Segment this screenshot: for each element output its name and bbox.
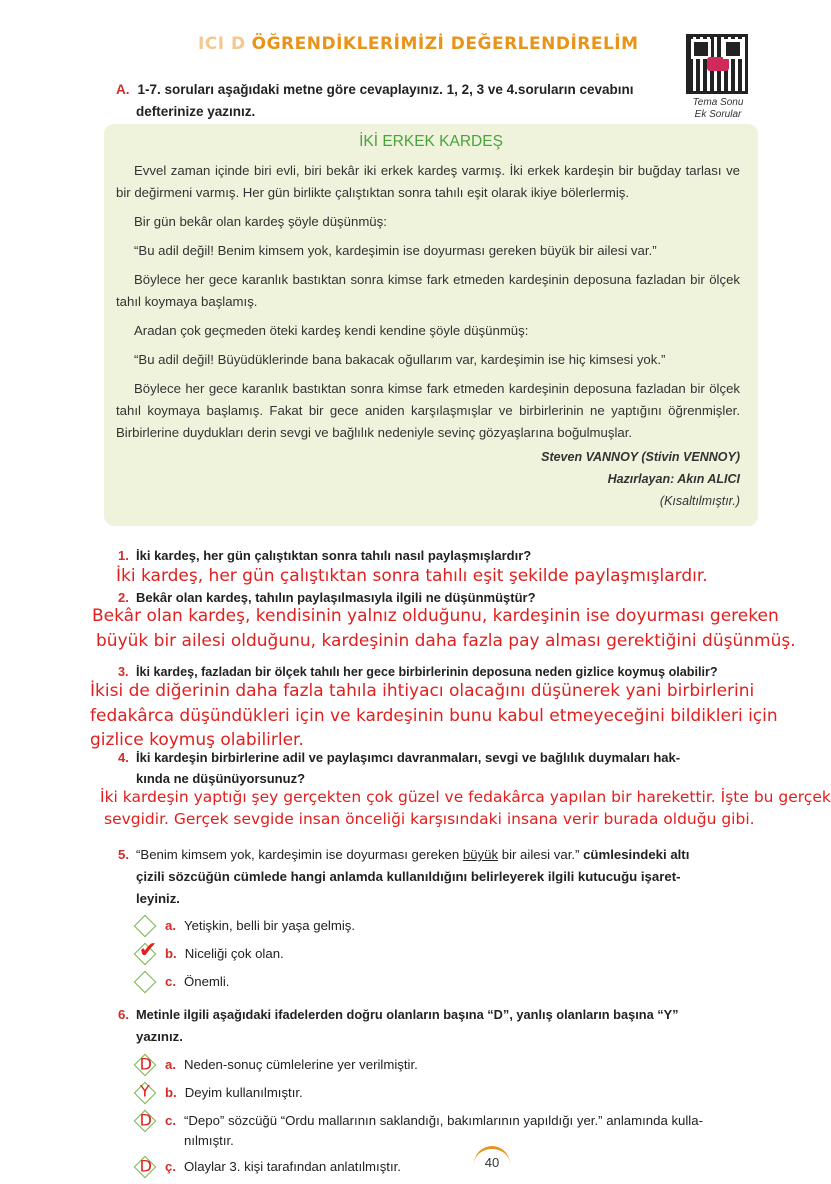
handwritten-mark: D <box>139 1156 152 1176</box>
option-text: Olaylar 3. kişi tarafından anlatılmıştır. <box>184 1159 401 1174</box>
answer-box-diamond-icon[interactable] <box>134 1054 157 1077</box>
question-5 <box>118 844 758 910</box>
qr-code-icon[interactable] <box>686 34 748 94</box>
story-prepared-by: Hazırlayan: Akın ALICI <box>607 472 740 486</box>
instruction-line2: defterinize yazınız. <box>136 104 256 119</box>
story-paragraph: Aradan çok geçmeden öteki kardeş kendi kendine şöyle düşünmüş: <box>134 323 529 338</box>
question-number: 4. <box>118 750 129 765</box>
answer-2-line2: büyük bir ailesi olduğunu, kardeşinin daha fazla pay alması gerektiğini düşünmüş. <box>96 631 796 651</box>
qr-caption-line2: Ek Sorular <box>694 109 742 120</box>
answer-4-line1: İki kardeşin yaptığı şey gerçekten çok güzel ve fedakârca yapılan bir harekettir. İşte bu gerçek <box>100 788 831 806</box>
checkbox-diamond-icon[interactable] <box>134 936 158 966</box>
faint-prefix: ICI D <box>198 34 246 54</box>
q6-option-c[interactable] <box>137 1111 703 1151</box>
question-text: Metinle ilgili aşağıdaki ifadelerden doğru olanların başına “D”, yanlış olanların başına “Y” <box>136 1007 679 1022</box>
handwritten-mark: Y <box>140 1081 150 1101</box>
answer-4-line2: sevgidir. Gerçek sevgide insan önceliği karşısındaki insana verir burada olduğu gibi. <box>104 810 755 828</box>
story-paragraph: “Bu adil değil! Benim kimsem yok, kardeşimin ise doyurması gereken büyük bir ailesi var.” <box>134 243 657 258</box>
question-text: İki kardeşin birbirlerine adil ve paylaşımcı davranmaları, sevgi ve bağlılık duymaları hak- <box>136 750 681 765</box>
question-number: 2. <box>118 590 129 605</box>
question-1 <box>118 545 531 566</box>
option-letter: b. <box>165 946 177 961</box>
checkbox-diamond-icon[interactable] <box>134 971 157 994</box>
title-text: ÖĞRENDİKLERİMİZİ DEĞERLENDİRELİM <box>251 34 639 54</box>
q6-option-b[interactable] <box>137 1083 303 1103</box>
section-a-instruction <box>116 79 676 123</box>
story-paragraph: Böylece her gece karanlık bastıktan sonra kimse fark etmeden kardeşinin deposuna fazladan bir ölçek tahıl koymaya başlamış. Fakat bir gece aniden karşılaşmışlar ve birbirlerinin ne yaptığını öğrenmişler. Birbirlerine duydukları derin sevgi ve bağlılık nedeniyle sevinç gözyaşlarına boğulmuşlar. <box>116 381 740 440</box>
option-text-group <box>184 1111 703 1151</box>
answer-box-diamond-icon[interactable] <box>134 1082 157 1105</box>
story-paragraph: Bir gün bekâr olan kardeş şöyle düşünmüş: <box>134 214 387 229</box>
story-author: Steven VANNOY (Stivin VENNOY) <box>541 450 740 464</box>
handwritten-mark: D <box>139 1054 152 1074</box>
question-text-line3: leyiniz. <box>136 891 180 906</box>
story-title: İKİ ERKEK KARDEŞ <box>359 133 503 150</box>
question-4 <box>118 747 680 789</box>
option-text: Yetişkin, belli bir yaşa gelmiş. <box>184 918 356 933</box>
q6-option-c-cedilla[interactable] <box>137 1157 401 1177</box>
option-letter: c. <box>165 974 176 989</box>
option-letter: c. <box>165 1113 176 1128</box>
option-text: Niceliği çok olan. <box>184 946 284 961</box>
option-letter: b. <box>165 1085 177 1100</box>
option-text-cont: nılmıştır. <box>184 1133 234 1148</box>
q6-option-a[interactable] <box>137 1055 418 1075</box>
question-text-line2: çizili sözcüğün cümlede hangi anlamda kullanıldığını belirleyerek ilgili kutucuğu işaret- <box>136 869 681 884</box>
answer-3-line3: gizlice koymuş olabilirler. <box>90 730 304 750</box>
answer-1: İki kardeş, her gün çalıştıktan sonra tahılı eşit şekilde paylaşmışlardır. <box>116 566 708 586</box>
story-paragraph: Evvel zaman içinde biri evli, biri bekâr iki erkek kardeş varmış. İki erkek kardeşin bir buğday tarlası ve bir değirmeni varmış. Her gün birlikte çalıştıktan sonra tahılı eşit olarak ikiye bölerlermiş. <box>116 163 740 200</box>
qr-badge-icon <box>707 57 729 71</box>
page-number: 40 <box>474 1146 510 1172</box>
question-text-pre: “Benim kimsem yok, kardeşimin ise doyurması gereken <box>136 847 463 862</box>
option-letter: ç. <box>165 1159 176 1174</box>
option-text: Önemli. <box>184 974 230 989</box>
story-paragraph: “Bu adil değil! Büyüdüklerinde bana bakacak oğullarım var, kardeşimin ise hiç kimsesi yok.” <box>134 352 666 367</box>
question-text-mid: bir ailesi var.” <box>498 847 584 862</box>
story-paragraph: Böylece her gece karanlık bastıktan sonra kimse fark etmeden kardeşinin deposuna fazladan bir ölçek tahıl koymaya başlamış. <box>116 272 740 309</box>
option-text: “Depo” sözcüğü “Ordu mallarının saklandığı, bakımlarının yapıldığı yer.” anlamında kulla- <box>184 1113 703 1128</box>
section-letter: A. <box>116 82 130 97</box>
underlined-word: büyük <box>462 847 499 862</box>
q5-option-c[interactable] <box>137 972 229 992</box>
question-number: 5. <box>118 847 129 862</box>
option-text: Neden-sonuç cümlelerine yer verilmiştir. <box>184 1057 418 1072</box>
question-text-bold: cümlesindeki altı <box>583 847 690 862</box>
instruction-line1: 1-7. soruları aşağıdaki metne göre cevaplayınız. 1, 2, 3 ve 4.soruların cevabını <box>137 82 634 97</box>
check-mark-icon: ✔ <box>138 936 158 962</box>
answer-box-diamond-icon[interactable] <box>134 1110 157 1133</box>
question-6 <box>118 1004 758 1048</box>
checkbox-diamond-icon[interactable] <box>134 915 157 938</box>
question-text-line2: yazınız. <box>136 1029 183 1044</box>
option-letter: a. <box>165 918 176 933</box>
q5-option-a[interactable] <box>137 916 355 936</box>
option-letter: a. <box>165 1057 176 1072</box>
story-note: (Kısaltılmıştır.) <box>659 494 740 508</box>
qr-caption-line1: Tema Sonu <box>692 97 744 108</box>
question-number: 6. <box>118 1007 129 1022</box>
question-text: Bekâr olan kardeş, tahılın paylaşılmasıyla ilgili ne düşünmüştür? <box>136 590 536 605</box>
qr-caption <box>680 97 756 121</box>
option-text: Deyim kullanılmıştır. <box>184 1085 303 1100</box>
page-title <box>198 34 639 54</box>
question-number: 3. <box>118 665 129 679</box>
question-number: 1. <box>118 548 129 563</box>
question-text: İki kardeş, her gün çalıştıktan sonra tahılı nasıl paylaşmışlardır? <box>136 548 532 563</box>
question-text: İki kardeş, fazladan bir ölçek tahılı her gece birbirlerinin deposuna neden gizlice koymuş olabilir? <box>136 665 718 679</box>
question-text-cont: kında ne düşünüyorsunuz? <box>136 771 306 786</box>
q5-option-b[interactable] <box>137 936 284 964</box>
answer-3-line1: İkisi de diğerinin daha fazla tahıla ihtiyacı olacağını düşünerek yani birbirlerini <box>90 681 755 701</box>
answer-3-line2: fedakârca düşündükleri için ve kardeşinin bunu kabul etmeyeceğini bildikleri için <box>90 706 778 726</box>
handwritten-mark: D <box>139 1110 152 1130</box>
answer-box-diamond-icon[interactable] <box>134 1156 157 1179</box>
answer-2-line1: Bekâr olan kardeş, kendisinin yalnız olduğunu, kardeşinin ise doyurması gereken <box>92 606 779 626</box>
story-text <box>116 160 740 519</box>
